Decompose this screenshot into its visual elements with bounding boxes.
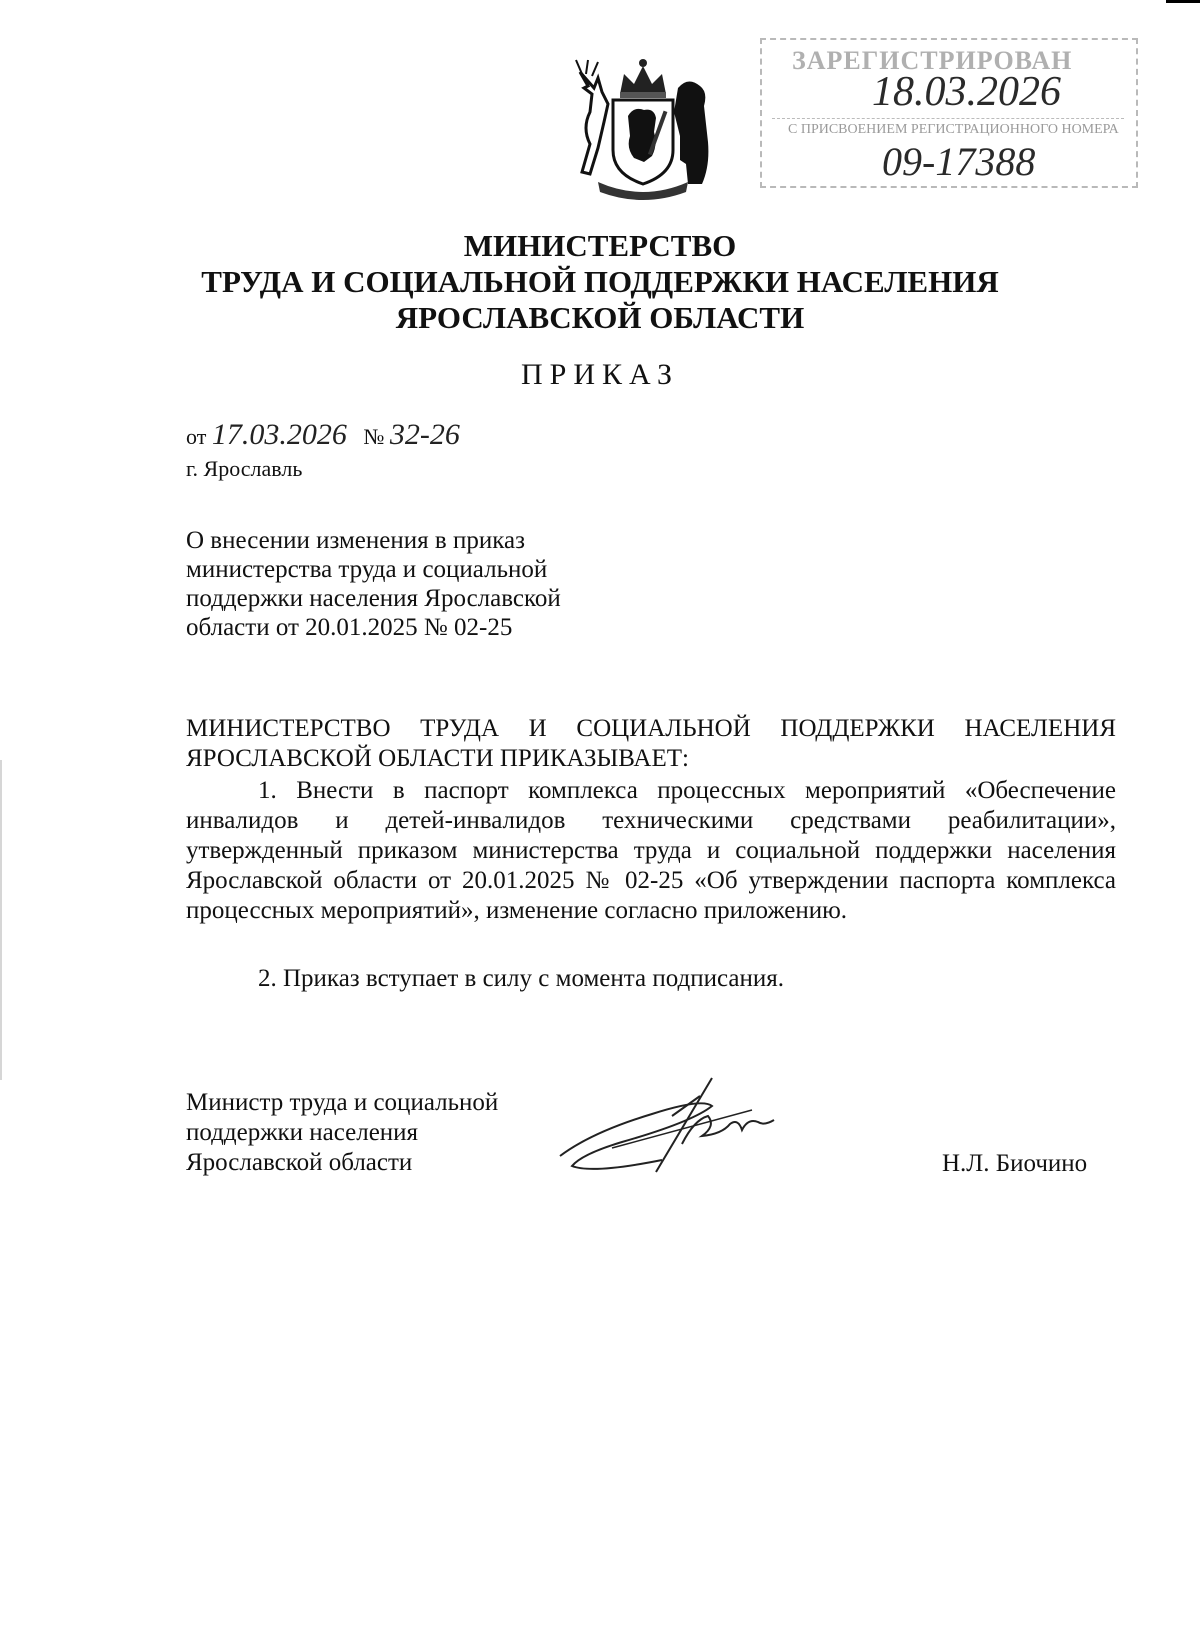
subject-line2: министерства труда и социальной xyxy=(186,556,548,583)
order-city: г. Ярославль xyxy=(186,456,303,481)
handwritten-signature xyxy=(552,1076,782,1176)
subject-line4: области от 20.01.2025 № 02-25 xyxy=(186,614,513,641)
position-line3: Ярославской области xyxy=(186,1149,413,1176)
coat-of-arms-emblem xyxy=(568,52,718,204)
stamp-divider xyxy=(772,118,1124,119)
stamp-date: 18.03.2026 xyxy=(872,69,1061,115)
subject-line3: поддержки населения Ярославской xyxy=(186,585,561,612)
order-date: 17.03.2026 xyxy=(211,418,347,451)
stamp-header: ЗАРЕГИСТРИРОВАН xyxy=(792,46,1073,75)
order-number: 32-26 xyxy=(389,418,460,451)
ministry-line3: ЯРОСЛАВСКОЙ ОБЛАСТИ xyxy=(395,300,805,335)
registration-stamp xyxy=(760,38,1138,188)
subject-line1: О внесении изменения в приказ xyxy=(186,527,525,554)
ministry-header xyxy=(0,228,1200,336)
scan-corner-mark xyxy=(1166,0,1200,3)
signatory-position xyxy=(186,1088,498,1178)
ministry-line2: ТРУДА И СОЦИАЛЬНОЙ ПОДДЕРЖКИ НАСЕЛЕНИЯ xyxy=(201,264,999,299)
preamble-line1: МИНИСТЕРСТВО ТРУДА И СОЦИАЛЬНОЙ ПОДДЕРЖКИ НАСЕЛЕНИЯ xyxy=(186,715,1116,742)
number-label: № xyxy=(363,424,385,449)
preamble-line2: ЯРОСЛАВСКОЙ ОБЛАСТИ ПРИКАЗЫВАЕТ: xyxy=(186,745,689,772)
order-date-line xyxy=(186,418,460,452)
stamp-note: С ПРИСВОЕНИЕМ РЕГИСТРАЦИОННОГО НОМЕРА xyxy=(788,122,1119,137)
order-item-1: 1. Внести в паспорт комплекса процессных мероприятий «Обеспечение инвалидов и детей-инвалидов техническими средствами реабилитации», утвержденный приказом министерства труда и социальной поддержки населения Ярославской области от 20.01.2025 № 02-25 «Об утверждении паспорта комплекса процессных мероприятий», изменение согласно приложению. xyxy=(186,777,1116,924)
order-subject xyxy=(186,526,646,642)
position-line1: Министр труда и социальной xyxy=(186,1089,499,1116)
stamp-number: 09-17388 xyxy=(882,139,1036,184)
signatory-name: Н.Л. Биочино xyxy=(942,1150,1088,1177)
ministry-line1: МИНИСТЕРСТВО xyxy=(463,228,737,263)
order-item-2: 2. Приказ вступает в силу с момента подписания. xyxy=(258,965,784,992)
from-label: от xyxy=(186,424,207,449)
position-line2: поддержки населения xyxy=(186,1119,419,1146)
scan-edge-mark xyxy=(0,760,2,1080)
document-title: ПРИКАЗ xyxy=(521,358,679,391)
